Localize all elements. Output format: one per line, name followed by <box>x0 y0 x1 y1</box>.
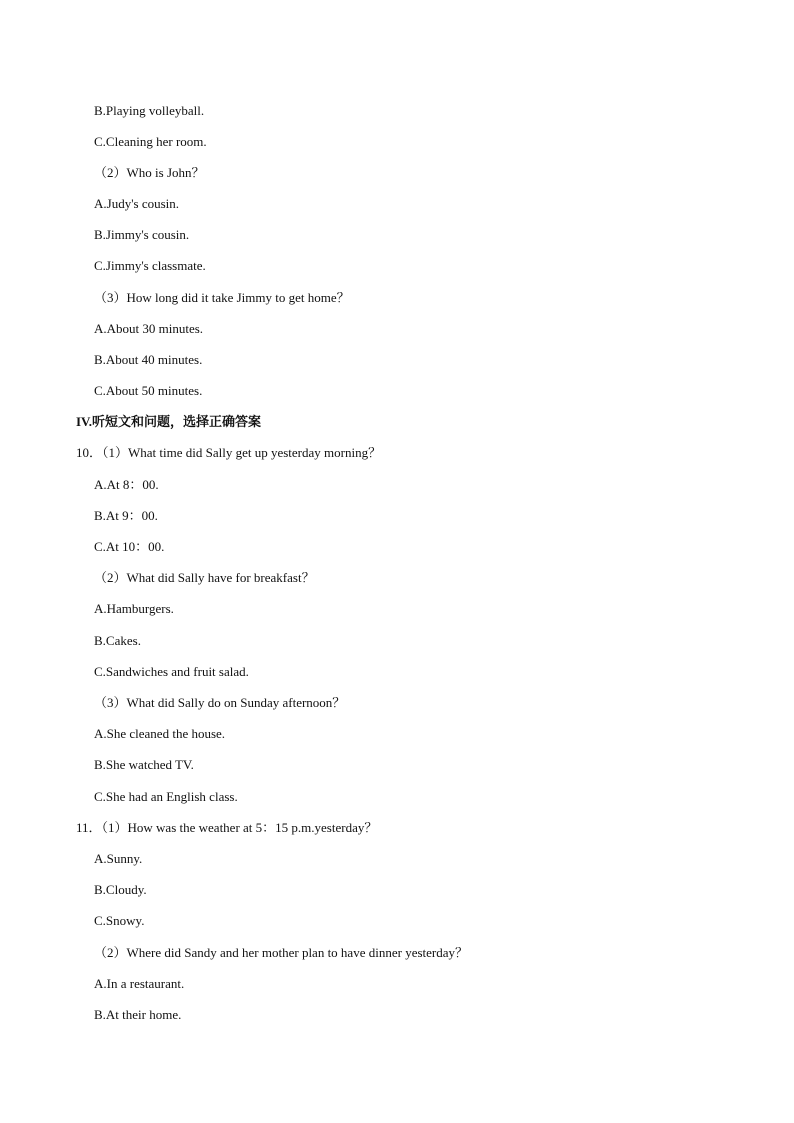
option-a-restaurant: A.In a restaurant. <box>94 976 185 991</box>
option-b-40-minutes: B.About 40 minutes. <box>94 352 203 367</box>
option-c-english-class: C.She had an English class. <box>94 789 238 804</box>
option-b-at-9: B.At 9：00. <box>94 508 158 523</box>
option-b-jimmys-cousin: B.Jimmy's cousin. <box>94 227 190 242</box>
option-b-their-home: B.At their home. <box>94 1007 182 1022</box>
option-b-watched-tv: B.She watched TV. <box>94 757 194 772</box>
option-c-jimmys-classmate: C.Jimmy's classmate. <box>94 258 206 273</box>
option-a-judys-cousin: A.Judy's cousin. <box>94 196 180 211</box>
option-a-30-minutes: A.About 30 minutes. <box>94 321 204 336</box>
option-c-at-10: C.At 10：00. <box>94 539 165 554</box>
option-b-cloudy: B.Cloudy. <box>94 882 147 897</box>
option-a-cleaned-house: A.She cleaned the house. <box>94 726 226 741</box>
question-11-part-2: （2）Where did Sandy and her mother plan to have dinner yesterday？ <box>94 945 468 960</box>
question-who-is-john: （2）Who is John？ <box>94 165 205 180</box>
option-b-cakes: B.Cakes. <box>94 633 141 648</box>
option-a-hamburgers: A.Hamburgers. <box>94 601 174 616</box>
option-c-cleaning-room: C.Cleaning her room. <box>94 134 207 149</box>
question-10-part-3: （3）What did Sally do on Sunday afternoon？ <box>94 695 346 710</box>
option-c-snowy: C.Snowy. <box>94 913 145 928</box>
option-c-sandwiches: C.Sandwiches and fruit salad. <box>94 664 249 679</box>
question-how-long-jimmy: （3）How long did it take Jimmy to get home？ <box>94 290 350 305</box>
question-10-part-1: 10．（1）What time did Sally get up yesterday morning？ <box>76 445 382 460</box>
option-b-playing-volleyball: B.Playing volleyball. <box>94 103 205 118</box>
section-heading-iv: IV.听短文和问题，选择正确答案 <box>76 414 262 429</box>
option-a-at-8: A.At 8：00. <box>94 477 159 492</box>
option-c-50-minutes: C.About 50 minutes. <box>94 383 203 398</box>
question-10-part-2: （2）What did Sally have for breakfast？ <box>94 570 315 585</box>
option-a-sunny: A.Sunny. <box>94 851 143 866</box>
question-11-part-1: 11．（1）How was the weather at 5：15 p.m.yesterday？ <box>76 820 378 835</box>
